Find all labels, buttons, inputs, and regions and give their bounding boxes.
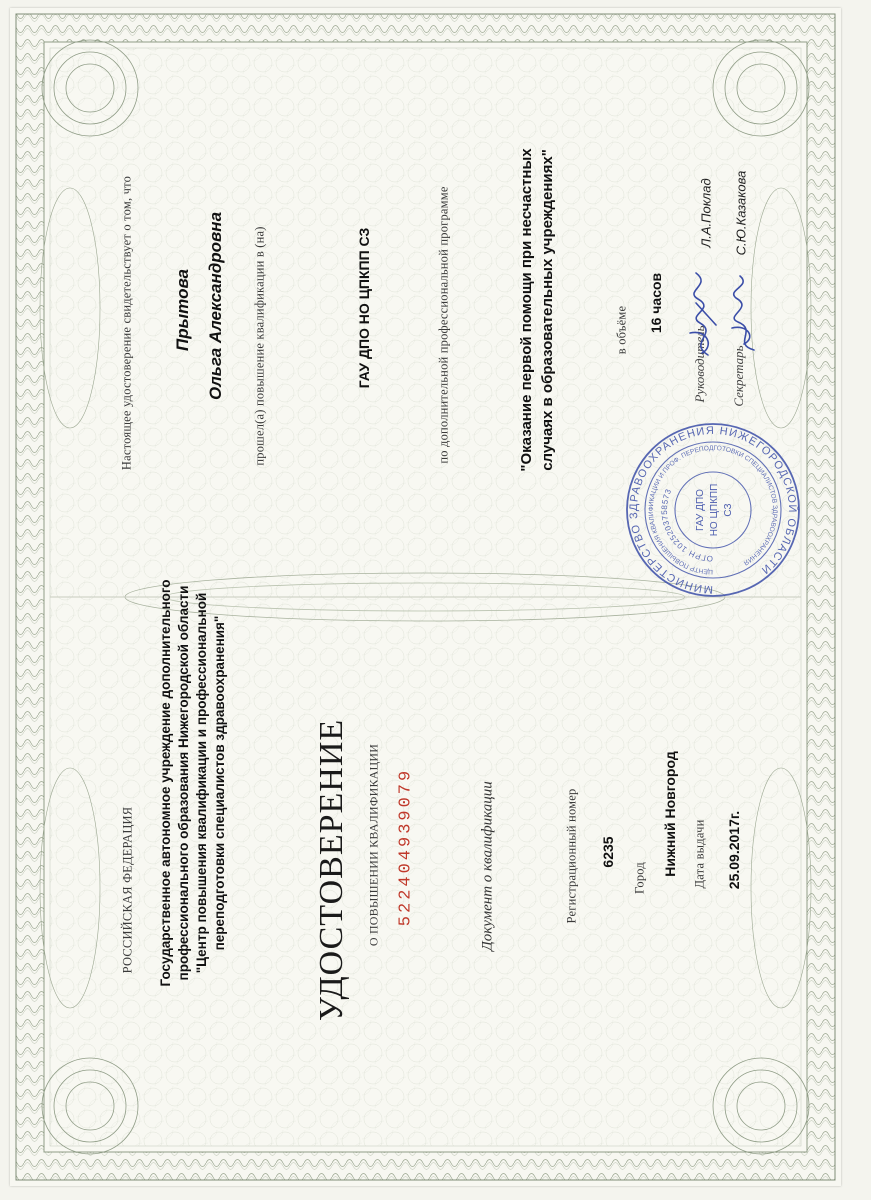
document-number: 522404939079 — [396, 767, 416, 927]
stamp-center-line: НО ЦПКПП — [709, 483, 720, 537]
city-value: Нижний Новгород — [662, 751, 678, 877]
program-title — [516, 148, 558, 471]
secretary-name: С.Ю.Казакова — [733, 170, 749, 256]
institution-name — [157, 579, 229, 986]
secretary-role: Секретарь — [731, 345, 746, 407]
director-role: Руководитель — [692, 325, 707, 403]
institution-line: Государственное автономное учреждение дополнительного — [158, 579, 173, 987]
stamp-center-line: ГАУ ДПО — [695, 489, 706, 531]
secretary-signature — [718, 270, 768, 356]
program-label: по дополнительной профессиональной программе — [436, 186, 451, 464]
issue-date-value: 25.09.2017г. — [726, 810, 742, 890]
document-title: УДОСТОВЕРЕНИЕ — [313, 718, 350, 1022]
certificate-sheet — [10, 8, 841, 1186]
stamp-outer-text: МИНИСТЕРСТВО ЗДРАВООХРАНЕНИЯ НИЖЕГОРОДСКОЙ ОБЛАСТИ — [627, 424, 799, 596]
institution-line: переподготовки специалистов здравоохранения" — [212, 615, 227, 951]
stamp-ogrn-text: ОГРН 1025203758573 — [659, 487, 714, 564]
registration-number: 6235 — [600, 836, 616, 868]
document-subtitle: О ПОВЫШЕНИИ КВАЛИФИКАЦИИ — [366, 743, 381, 947]
country-label: РОССИЙСКАЯ ФЕДЕРАЦИЯ — [120, 806, 135, 974]
holder-surname: Прытова — [173, 269, 192, 351]
passed-training-text: прошел(а) повышение квалификации в (на) — [252, 226, 267, 466]
institution-line: "Центр повышения квалификации и профессиональной — [194, 592, 209, 974]
city-label: Город — [632, 862, 647, 894]
hours-value: 16 часов — [648, 272, 664, 334]
training-organization: ГАУ ДПО НО ЦПКПП СЗ — [356, 227, 372, 389]
document-kind: Документ о квалификации — [479, 781, 496, 951]
program-title-line: "Оказание первой помощи при несчастных — [518, 148, 535, 472]
institution-line: профессионального образования Нижегородской области — [176, 585, 191, 981]
issue-date-label: Дата выдачи — [692, 819, 707, 889]
certificate-intro: Настоящее удостоверение свидетельствует о том, что — [119, 175, 134, 471]
stamp-inner-text: ЦЕНТР ПОВЫШЕНИЯ КВАЛИФИКАЦИИ И ПРОФ. ПЕРЕПОДГОТОВКИ СПЕЦИАЛИСТОВ ЗДРАВООХРАНЕНИЯ — [647, 444, 779, 576]
holder-given-names: Ольга Александровна — [206, 211, 225, 401]
director-name: Л.А.Поклад — [698, 178, 714, 248]
stamp-center-line: СЗ — [723, 503, 734, 517]
official-stamp — [623, 420, 803, 600]
program-title-line: случаях в образовательных учреждениях" — [539, 149, 556, 471]
volume-label: в объёме — [614, 305, 629, 355]
registration-label: Регистрационный номер — [564, 788, 579, 924]
